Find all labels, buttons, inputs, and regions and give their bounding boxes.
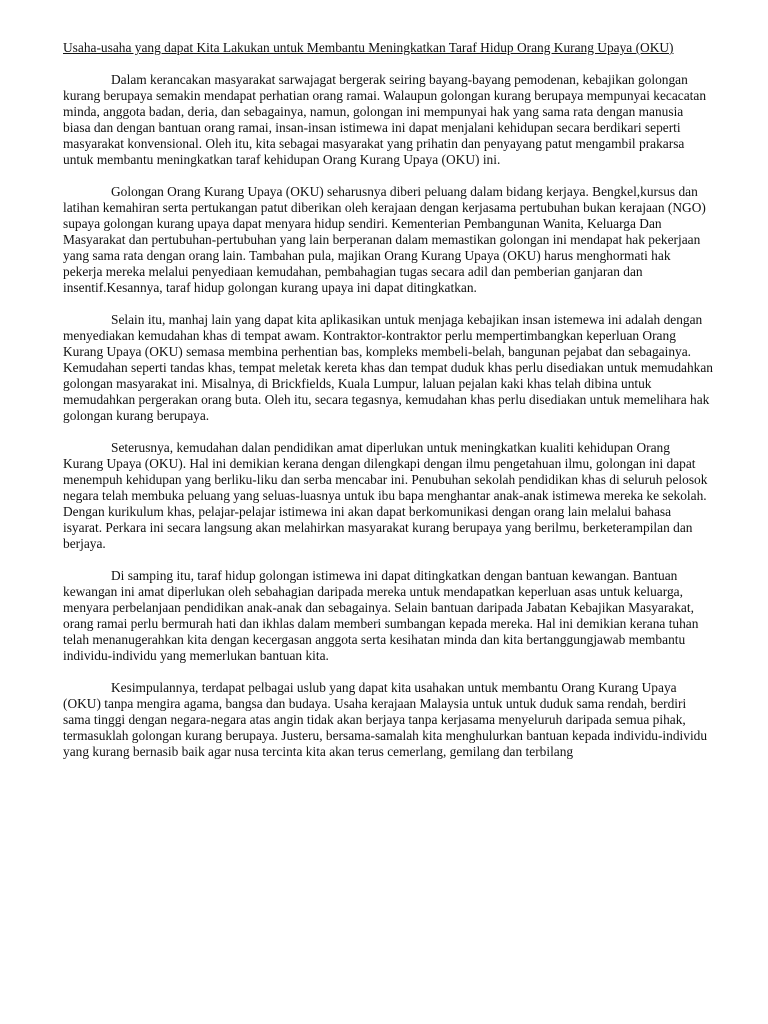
paragraph-career: Golongan Orang Kurang Upaya (OKU) seharusnya diberi peluang dalam bidang kerjaya. Bengkel,kursus dan latihan kemahiran serta pertukangan patut diberikan oleh kerajaan dengan kerjasama pertubuhan bukan kerajaan (NGO) supaya golongan kurang upaya dapat menyara hidup sendiri. Kementerian Pembangunan Wanita, Keluarga Dan Masyarakat dan pertubuhan-pertubuhan yang lain berperanan dalam memastikan golongan ini mendapat hak pekerjaan yang sama rata dengan orang lain. Tambahan pula, majikan Orang Kurang Upaya (OKU) harus menghormati hak pekerja mereka melalui penyediaan kemudahan, pembahagian tugas secara adil dan pemberian ganjaran dan insentif.Kesannya, taraf hidup golongan kurang upaya ini dapat ditingkatkan. <box>63 184 706 295</box>
paragraph-introduction: Dalam kerancakan masyarakat sarwajagat bergerak seiring bayang-bayang pemodenan, kebajikan golongan kurang berupaya semakin mendapat perhatian orang ramai. Walaupun golongan kurang berupaya mempunyai kecacatan minda, anggota badan, deria, dan sebagainya, namun, golongan ini mempunyai hak yang sama rata dengan manusia biasa dan dengan bantuan orang ramai, insan-insan istimewa ini dapat menjalani kehidupan secara berdikari seperti masyarakat konvensional. Oleh itu, kita sebagai masyarakat yang prihatin dan penyayang patut mengambil prakarsa untuk membantu meningkatkan taraf kehidupan Orang Kurang Upaya (OKU) ini. <box>63 72 707 167</box>
paragraph-financial-aid: Di samping itu, taraf hidup golongan istimewa ini dapat ditingkatkan dengan bantuan kewangan. Bantuan kewangan ini amat diperlukan oleh sebahagian daripada mereka untuk mendapatkan keperluan asas untuk keluarga, menyara perbelanjaan pendidikan anak-anak dan sebagainya. Selain bantuan daripada Jabatan Kebajikan Masyarakat, orang ramai perlu bermurah hati dan ikhlas dalam memberi sumbangan kepada mereka. Hal ini demikian kerana tuhan telah menanugerahkan kita dengan kecergasan anggota serta kesihatan minda dan kita bertanggungjawab membantu individu-individu yang memerlukan bantuan kita. <box>63 568 699 663</box>
paragraph-conclusion: Kesimpulannya, terdapat pelbagai uslub yang dapat kita usahakan untuk membantu Orang Kurang Upaya (OKU) tanpa mengira agama, bangsa dan budaya. Usaha kerajaan Malaysia untuk untuk duduk sama rendah, berdiri sama tinggi dengan negara-negara atas angin tidak akan berjaya tanpa kerjasama menyeluruh daripada semua pihak, termasuklah golongan kurang berupaya. Justeru, bersama-samalah kita menghulurkan bantuan kepada individu-individu yang kurang bernasib baik agar nusa tercinta kita akan terus cemerlang, gemilang dan terbilang <box>63 680 708 759</box>
paragraph-education: Seterusnya, kemudahan dalan pendidikan amat diperlukan untuk meningkatkan kualiti kehidupan Orang Kurang Upaya (OKU). Hal ini demikian kerana dengan dilengkapi dengan ilmu pengetahuan ilmu, golongan ini dapat menempuh kehidupan yang berliku-liku dan serba mencabar ini. Penubuhan sekolah pendidikan khas di seluruh pelosok negara telah membuka peluang yang seluas-luasnya untuk ibu bapa menghantar anak-anak istimewa mereka ke sekolah. Dengan kurikulum khas, pelajar-pelajar istimewa ini akan dapat berkomunikasi dengan orang lain melalui bahasa isyarat. Perkara ini secara langsung akan melahirkan masyarakat kurang berupaya yang berilmu, berketerampilan dan berjaya. <box>63 440 708 551</box>
essay-page <box>63 40 713 776</box>
essay-title: Usaha-usaha yang dapat Kita Lakukan untuk Membantu Meningkatkan Taraf Hidup Orang Kurang Upaya (OKU) <box>63 40 674 55</box>
paragraph-public-facilities: Selain itu, manhaj lain yang dapat kita aplikasikan untuk menjaga kebajikan insan istemewa ini adalah dengan menyediakan kemudahan khas di tempat awam. Kontraktor-kontraktor perlu mempertimbangkan keperluan Orang Kurang Upaya (OKU) semasa membina perhentian bas, kompleks membeli-belah, bangunan pejabat dan sebagainya. Kemudahan seperti tandas khas, tempat meletak kereta khas dan tempat duduk khas perlu disediakan untuk memudahkan golongan masyarakat ini. Misalnya, di Brickfields, Kuala Lumpur, laluan pejalan kaki khas telah dibina untuk memudahkan pergerakan orang buta. Oleh itu, secara tegasnya, kemudahan khas perlu disediakan untuk memelihara hak golongan kurang berupaya. <box>63 312 713 423</box>
